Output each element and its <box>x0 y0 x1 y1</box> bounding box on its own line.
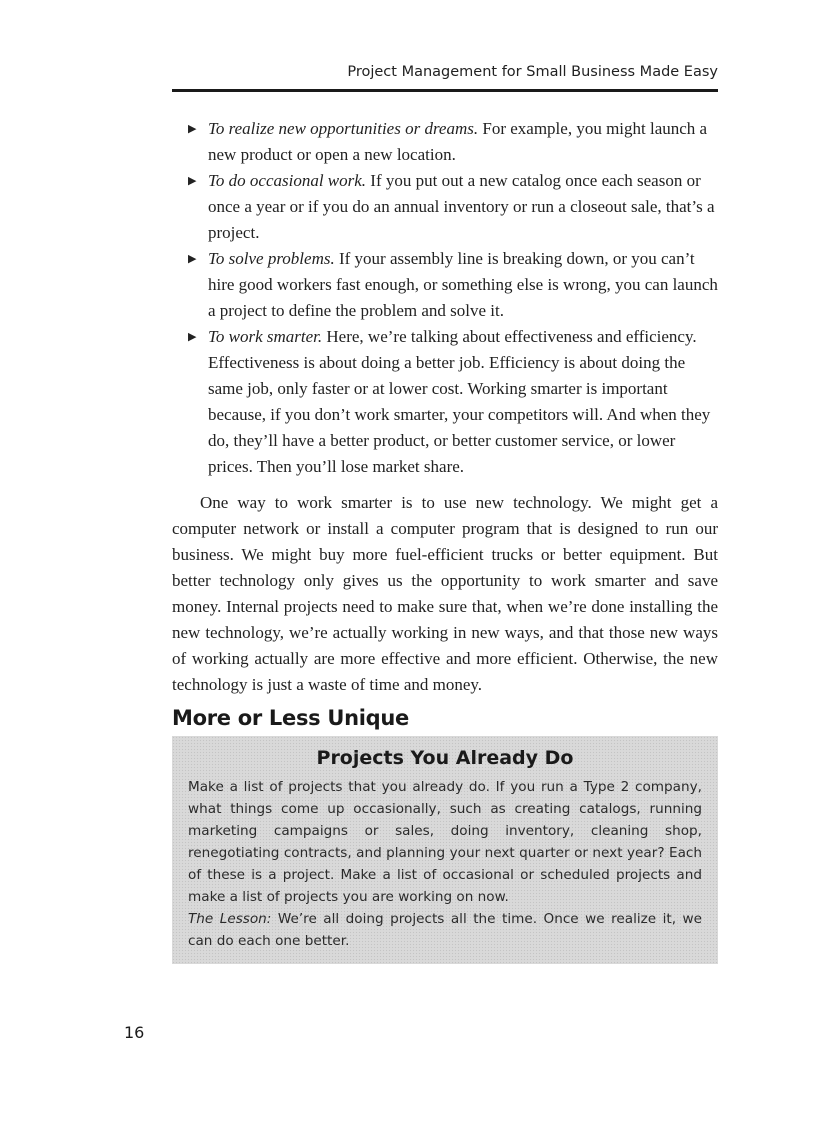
running-header: Project Management for Small Business Made Easy <box>347 64 718 80</box>
page-number: 16 <box>124 1023 145 1042</box>
lesson-text: We’re all doing projects all the time. Once we realize it, we can do each one better. <box>188 911 702 949</box>
bullet-item <box>188 168 718 246</box>
lesson-label: The Lesson: <box>188 911 272 927</box>
sidebar-title: Projects You Already Do <box>316 747 574 769</box>
bullet-lead: To solve problems. <box>208 249 335 268</box>
sidebar-box <box>172 736 718 964</box>
bullet-lead: To do occasional work. <box>208 171 367 190</box>
bullet-item <box>188 246 718 324</box>
bullet-arrow-icon: ▶ <box>188 253 197 265</box>
bullet-text: If you put out a new catalog once each season or once a year or if you do an annual inventory or run a closeout sale, that’s a project. <box>208 171 715 242</box>
section-heading: More or Less Unique <box>172 706 409 730</box>
bullet-list <box>188 116 718 480</box>
bullet-item <box>188 116 718 168</box>
bullet-arrow-icon: ▶ <box>188 331 197 343</box>
bullet-item <box>188 324 718 480</box>
bullet-text: For example, you might launch a new product or open a new location. <box>208 119 708 164</box>
body-paragraph: One way to work smarter is to use new technology. We might get a computer network or install a computer program that is designed to run our business. We might buy more fuel-efficient trucks or better equipment. But better technology only gives us the opportunity to work smarter and save money. Internal projects need to make sure that, when we’re done installing the new technology, we’re actually working in new ways, and that those new ways of working actually are more effective and more efficient. Otherwise, the new technology is just a waste of time and money. <box>172 493 718 694</box>
bullet-lead: To realize new opportunities or dreams. <box>208 119 479 138</box>
bullet-text: Here, we’re talking about effectiveness and efficiency. Effectiveness is about doing a better job. Efficiency is about doing the same job, only faster or at lower cost. Working smarter is important because, if you don’t work smarter, your competitors will. And when they do, they’ll have a better product, or better customer service, or lower prices. Then you’ll lose market share. <box>208 327 711 476</box>
sidebar-text <box>188 776 702 952</box>
bullet-lead: To work smarter. <box>208 327 323 346</box>
bullet-text: If your assembly line is breaking down, or you can’t hire good workers fast enough, or something else is wrong, you can launch a project to define the problem and solve it. <box>208 249 718 320</box>
bullet-arrow-icon: ▶ <box>188 123 197 135</box>
bullet-arrow-icon: ▶ <box>188 175 197 187</box>
header-rule <box>172 89 718 92</box>
sidebar-body: Make a list of projects that you already do. If you run a Type 2 company, what things come up occasionally, such as creating catalogs, running marketing campaigns or sales, doing inventory, cleaning shop, renegotiating contracts, and planning your next quarter or next year? Each of these is a project. Make a list of occasional or scheduled projects and make a list of projects you are working on now. <box>188 779 702 905</box>
